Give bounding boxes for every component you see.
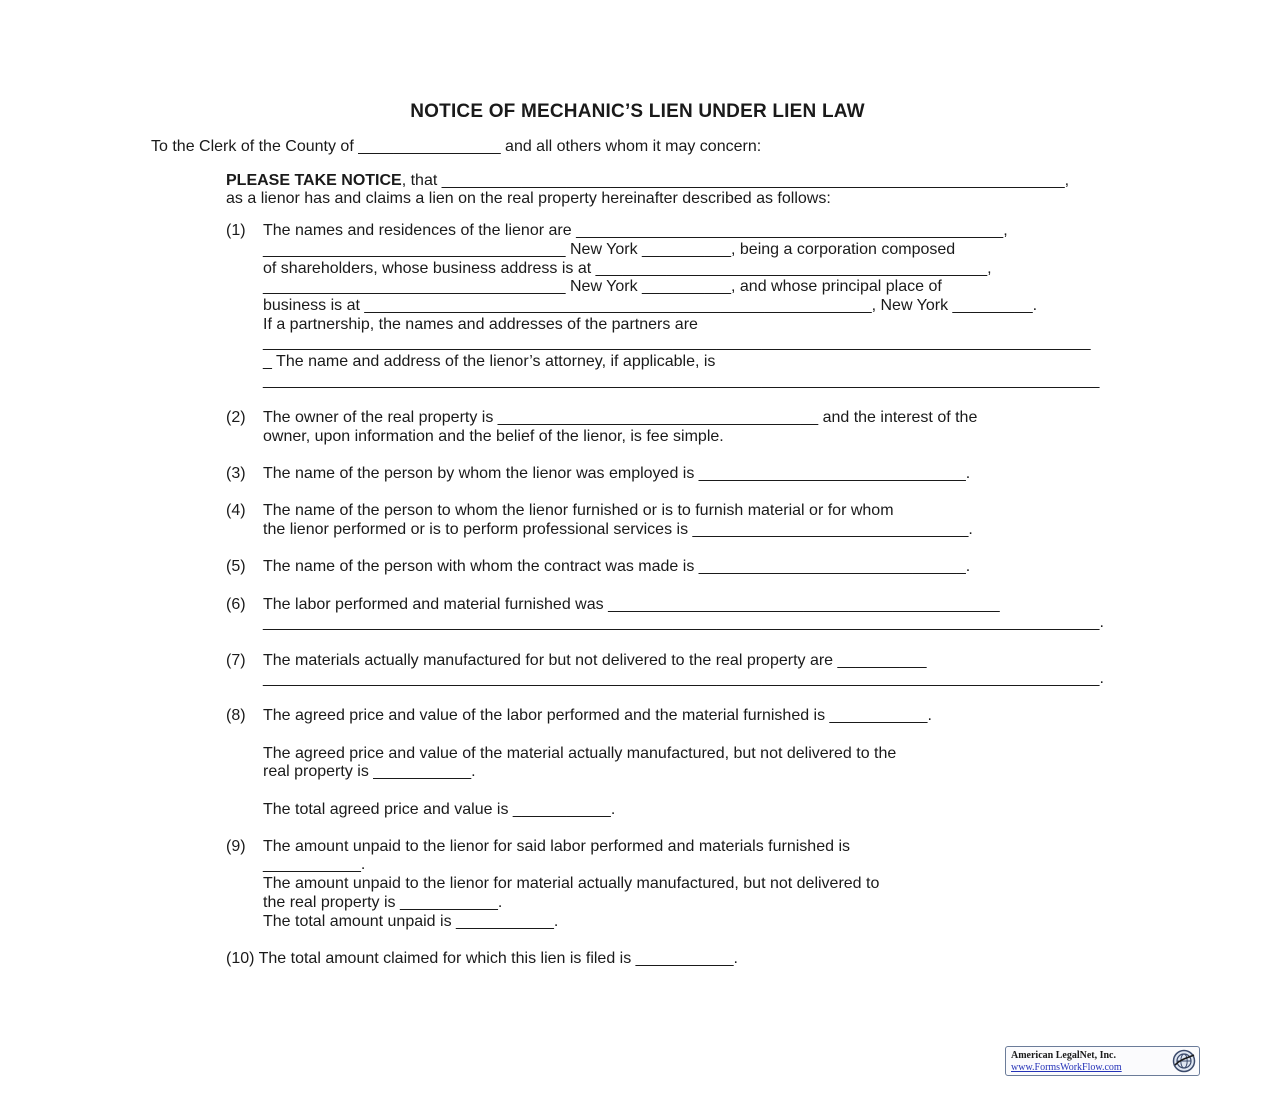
item-4-line: the lienor performed or is to perform professional services is _______________________________. xyxy=(263,521,973,538)
item-2-number: (2) xyxy=(226,409,246,426)
item-8-line: The total agreed price and value is ___________. xyxy=(263,801,616,818)
item-8-line: The agreed price and value of the material actually manufactured, but not delivered to the xyxy=(263,745,897,762)
item-7-number: (7) xyxy=(226,652,246,669)
item-6-line: ______________________________________________________________________________________________. xyxy=(263,614,1104,631)
notice-bold: PLEASE TAKE NOTICE xyxy=(226,172,402,189)
item-1-line: _____________________________________________________________________________________________ xyxy=(263,334,1091,351)
item-5-number: (5) xyxy=(226,558,246,575)
item-2-line: The owner of the real property is ____________________________________ and the interest of the xyxy=(263,409,978,426)
item-1-line: The names and residences of the lienor are ________________________________________________, xyxy=(263,222,1008,239)
item-1-line: business is at _________________________________________________________, New York _________. xyxy=(263,297,1038,314)
item-1-line: of shareholders, whose business address is at ____________________________________________, xyxy=(263,260,992,277)
item-7-line: The materials actually manufactured for but not delivered to the real property are __________ xyxy=(263,652,927,669)
document-title: NOTICE OF MECHANIC’S LIEN UNDER LIEN LAW xyxy=(410,101,865,122)
item-1-line: __________________________________ New York __________, being a corporation composed xyxy=(263,241,956,258)
item-9-number: (9) xyxy=(226,838,246,855)
item-4-line: The name of the person to whom the lienor furnished or is to furnish material or for whom xyxy=(263,502,894,519)
item-3-number: (3) xyxy=(226,465,246,482)
item-5-line: The name of the person with whom the contract was made is ______________________________. xyxy=(263,558,971,575)
publisher-logo[interactable] xyxy=(1005,1046,1200,1076)
item-4-number: (4) xyxy=(226,502,246,519)
item-6-line: The labor performed and material furnished was ____________________________________________ xyxy=(263,596,1000,613)
item-9-line: The amount unpaid to the lienor for said labor performed and materials furnished is xyxy=(263,838,850,855)
item-9-line: ___________. xyxy=(263,856,366,873)
item-7-line: ______________________________________________________________________________________________. xyxy=(263,670,1104,687)
item-1-line: _ The name and address of the lienor’s attorney, if applicable, is xyxy=(263,353,716,370)
item-8-line: real property is ___________. xyxy=(263,763,476,780)
item-1-line: __________________________________ New York __________, and whose principal place of xyxy=(263,278,942,295)
notice-line-1 xyxy=(226,171,1069,190)
item-8-line: The agreed price and value of the labor performed and the material furnished is ___________. xyxy=(263,707,932,724)
item-1-number: (1) xyxy=(226,222,246,239)
logo-company-name: American LegalNet, Inc. xyxy=(1011,1050,1116,1061)
globe-icon xyxy=(1172,1049,1196,1073)
item-10-line: (10) The total amount claimed for which this lien is filed is ___________. xyxy=(226,950,738,967)
item-1-line: ______________________________________________________________________________________________ xyxy=(263,372,1100,389)
notice-line-1-rest: , that ______________________________________________________________________, xyxy=(401,172,1070,189)
item-2-line: owner, upon information and the belief of the lienor, is fee simple. xyxy=(263,428,724,445)
logo-website-link[interactable]: www.FormsWorkFlow.com xyxy=(1011,1062,1122,1073)
intro-line: To the Clerk of the County of ________________ and all others whom it may concern: xyxy=(151,138,762,155)
notice-line-2: as a lienor has and claims a lien on the real property hereinafter described as follows: xyxy=(226,190,831,207)
item-9-line: The total amount unpaid is ___________. xyxy=(263,913,559,930)
item-8-number: (8) xyxy=(226,707,246,724)
item-3-line: The name of the person by whom the lienor was employed is ______________________________. xyxy=(263,465,971,482)
item-9-line: the real property is ___________. xyxy=(263,894,503,911)
item-6-number: (6) xyxy=(226,596,246,613)
item-9-line: The amount unpaid to the lienor for material actually manufactured, but not delivered to xyxy=(263,875,880,892)
item-1-line: If a partnership, the names and addresses of the partners are xyxy=(263,316,698,333)
